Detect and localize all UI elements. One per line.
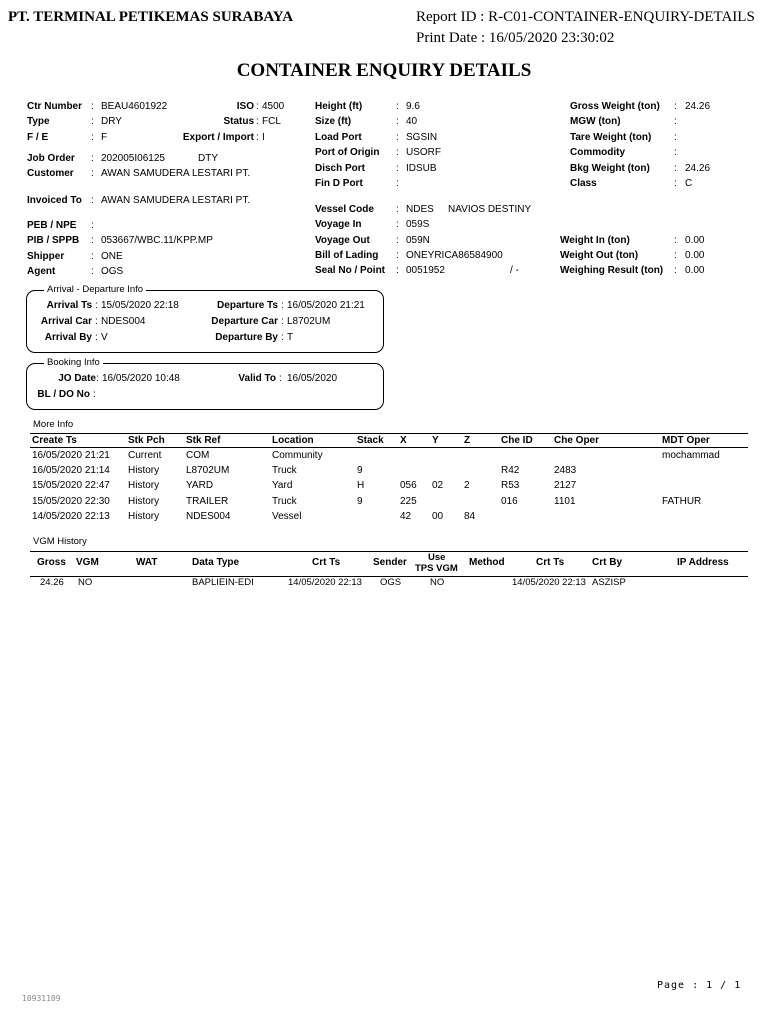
table-cell: 9 <box>357 495 363 507</box>
value-shipper: ONE <box>101 251 123 262</box>
document-id: 10931109 <box>22 994 61 1003</box>
value-iso: 4500 <box>262 101 285 112</box>
colon-voyage-out: : <box>396 235 399 246</box>
label-port-of-origin: Port of Origin <box>315 147 380 158</box>
colon-voyage-in: : <box>396 219 399 230</box>
table-cell: 016 <box>501 495 518 507</box>
print-date: Print Date : 16/05/2020 23:30:02 <box>416 30 615 46</box>
table-cell: 84 <box>464 510 476 522</box>
colon-departure-by: : <box>281 332 284 343</box>
value-disch-port: IDSUB <box>406 163 437 174</box>
value-type: DRY <box>101 116 122 127</box>
value-departure-ts: 16/05/2020 21:21 <box>287 300 365 311</box>
table-cell: OGS <box>380 577 402 588</box>
value-ctr-number: BEAU4601922 <box>101 101 168 112</box>
col-header-mdt-oper: MDT Oper <box>662 435 710 446</box>
label-bill-of-lading: Bill of Lading <box>315 250 379 261</box>
colon-fin-d-port: : <box>396 178 399 189</box>
label-job-order: Job Order <box>27 153 75 164</box>
col-header-vgm: VGM <box>76 557 99 568</box>
value-size-ft: 40 <box>406 116 418 127</box>
colon-weight-in-ton: : <box>674 235 677 246</box>
table-cell: mochammad <box>662 450 720 461</box>
jo-date-label: JO Date <box>58 373 96 384</box>
colon-gross-weight-ton: : <box>674 101 677 112</box>
table-cell: 056 <box>400 480 417 492</box>
table-cell: BAPLIEIN-EDI <box>192 577 254 588</box>
table-cell: 2 <box>464 480 470 492</box>
colon-shipper: : <box>91 251 94 262</box>
value-bkg-weight-ton: 24.26 <box>685 163 711 174</box>
colon-agent: : <box>91 266 94 277</box>
table-cell: TRAILER <box>186 495 229 507</box>
table-cell: 42 <box>400 510 412 522</box>
booking-legend: Booking Info <box>44 357 103 368</box>
colon-tare-weight-ton: : <box>674 132 677 143</box>
label-size-ft: Size (ft) <box>315 116 352 127</box>
table-cell: 02 <box>432 480 444 492</box>
table-cell: 00 <box>432 510 444 522</box>
table-cell: NO <box>430 577 445 588</box>
col-header-sender: Sender <box>373 557 407 568</box>
label-f-e: F / E <box>27 132 49 143</box>
table-cell: 9 <box>357 465 363 477</box>
value-departure-by: T <box>287 332 294 343</box>
colon-mgw-ton: : <box>674 116 677 127</box>
label-export-import: Export / Import <box>182 132 254 143</box>
extra-seal-no-point: / - <box>510 265 519 276</box>
col-header-location: Location <box>272 435 314 446</box>
more-info-top-rule <box>30 433 748 434</box>
label-arrival-by: Arrival By <box>44 332 92 343</box>
vgm-top-rule <box>30 551 748 552</box>
arrival-departure-legend: Arrival - Departure Info <box>44 284 146 295</box>
table-cell: 15/05/2020 22:30 <box>32 495 110 507</box>
more-info-header-rule <box>30 447 748 448</box>
extra-job-order: DTY <box>198 153 218 164</box>
booking-box <box>26 363 384 410</box>
table-cell: 14/05/2020 22:13 <box>32 510 110 522</box>
col-header-tps-vgm: TPS VGM <box>415 563 458 574</box>
colon-arrival-ts: : <box>95 300 98 311</box>
extra-vessel-code: NAVIOS DESTINY <box>448 204 532 215</box>
label-ctr-number: Ctr Number <box>27 101 83 112</box>
label-voyage-out: Voyage Out <box>315 235 370 246</box>
colon-port-of-origin: : <box>396 147 399 158</box>
label-voyage-in: Voyage In <box>315 219 362 230</box>
value-port-of-origin: USORF <box>406 147 441 158</box>
col-header-y: Y <box>432 435 439 446</box>
table-cell: 15/05/2020 22:47 <box>32 480 110 492</box>
bl-do-colon: : <box>93 389 96 400</box>
value-status: FCL <box>262 116 281 127</box>
value-weight-in-ton: 0.00 <box>685 235 705 246</box>
value-f-e: F <box>101 132 108 143</box>
table-cell: Vessel <box>272 510 302 522</box>
table-cell: History <box>128 510 160 522</box>
table-cell: 2127 <box>554 480 577 492</box>
colon-status: : <box>256 116 259 127</box>
table-cell: 14/05/2020 22:13 <box>512 577 586 588</box>
colon-type: : <box>91 116 94 127</box>
label-weight-out-ton: Weight Out (ton) <box>560 250 639 261</box>
jo-date-colon: : <box>96 373 99 384</box>
label-load-port: Load Port <box>315 132 362 143</box>
value-invoiced-to: AWAN SAMUDERA LESTARI PT. <box>101 195 251 206</box>
table-cell: 14/05/2020 22:13 <box>288 577 362 588</box>
label-departure-car: Departure Car <box>211 316 278 327</box>
col-header-crt-by: Crt By <box>592 557 623 568</box>
table-cell: 1101 <box>554 495 576 507</box>
value-load-port: SGSIN <box>406 132 438 143</box>
col-header-stack: Stack <box>357 435 384 446</box>
table-cell: NO <box>78 577 93 588</box>
col-header-z: Z <box>464 435 471 446</box>
label-peb-npe: PEB / NPE <box>27 220 77 231</box>
colon-export-import: : <box>256 132 259 143</box>
label-disch-port: Disch Port <box>315 163 366 174</box>
colon-job-order: : <box>91 153 94 164</box>
colon-departure-car: : <box>281 316 284 327</box>
label-commodity: Commodity <box>570 147 625 158</box>
label-customer: Customer <box>27 168 74 179</box>
bl-do-label: BL / DO No <box>37 389 90 400</box>
table-cell: ASZISP <box>592 577 626 588</box>
value-gross-weight-ton: 24.26 <box>685 101 711 112</box>
colon-load-port: : <box>396 132 399 143</box>
label-weight-in-ton: Weight In (ton) <box>560 235 630 246</box>
table-cell: 16/05/2020 21:21 <box>32 450 110 461</box>
label-mgw-ton: MGW (ton) <box>570 116 621 127</box>
value-voyage-out: 059N <box>406 235 430 246</box>
value-pib-sppb: 053667/WBC.11/KPP.MP <box>101 235 213 246</box>
company-name: PT. TERMINAL PETIKEMAS SURABAYA <box>8 9 294 25</box>
colon-weighing-result-ton: : <box>674 265 677 276</box>
jo-date-value: 16/05/2020 10:48 <box>102 373 180 384</box>
value-departure-car: L8702UM <box>287 316 331 327</box>
colon-height-ft: : <box>396 101 399 112</box>
col-header-wat: WAT <box>136 557 158 568</box>
value-arrival-ts: 15/05/2020 22:18 <box>101 300 179 311</box>
value-customer: AWAN SAMUDERA LESTARI PT. <box>101 168 251 179</box>
table-cell: History <box>128 495 160 507</box>
table-cell: NDES004 <box>186 510 231 522</box>
table-cell: Yard <box>272 480 293 492</box>
label-fin-d-port: Fin D Port <box>315 178 363 189</box>
label-height-ft: Height (ft) <box>315 101 363 112</box>
colon-peb-npe: : <box>91 220 94 231</box>
page-title: CONTAINER ENQUIRY DETAILS <box>236 60 532 81</box>
value-class: C <box>685 178 693 189</box>
colon-weight-out-ton: : <box>674 250 677 261</box>
label-status: Status <box>223 116 254 127</box>
value-weighing-result-ton: 0.00 <box>685 265 705 276</box>
table-cell: 225 <box>400 495 417 507</box>
colon-commodity: : <box>674 147 677 158</box>
col-header-data-type: Data Type <box>192 557 240 568</box>
table-cell: L8702UM <box>186 465 230 477</box>
label-weighing-result-ton: Weighing Result (ton) <box>560 265 664 276</box>
colon-f-e: : <box>91 132 94 143</box>
label-seal-no-point: Seal No / Point <box>315 265 386 276</box>
table-cell: History <box>128 465 160 477</box>
col-header-use: Use <box>428 552 446 563</box>
label-iso: ISO <box>236 101 254 112</box>
colon-disch-port: : <box>396 163 399 174</box>
col-header-stk-pch: Stk Pch <box>128 435 165 446</box>
label-arrival-ts: Arrival Ts <box>46 300 92 311</box>
value-weight-out-ton: 0.00 <box>685 250 705 261</box>
label-vessel-code: Vessel Code <box>315 204 374 215</box>
table-cell: COM <box>186 450 210 461</box>
table-cell: R42 <box>501 465 520 477</box>
table-cell: H <box>357 480 365 492</box>
colon-vessel-code: : <box>396 204 399 215</box>
page-number: Page : 1 / 1 <box>657 980 742 991</box>
colon-class: : <box>674 178 677 189</box>
table-cell: 2483 <box>554 465 577 477</box>
value-bill-of-lading: ONEYRICA86584900 <box>406 250 503 261</box>
value-export-import: I <box>262 132 265 143</box>
label-class: Class <box>570 178 597 189</box>
colon-arrival-car: : <box>95 316 98 327</box>
value-job-order: 202005I06125 <box>101 153 165 164</box>
valid-to-label: Valid To <box>238 373 276 384</box>
col-header-che-oper: Che Oper <box>554 435 600 446</box>
label-agent: Agent <box>27 266 56 277</box>
table-cell: R53 <box>501 480 520 492</box>
report-id: Report ID : R-C01-CONTAINER-ENQUIRY-DETAILS <box>416 9 755 25</box>
table-cell: YARD <box>186 480 214 492</box>
value-vessel-code: NDES <box>406 204 434 215</box>
label-departure-by: Departure By <box>215 332 278 343</box>
table-cell: Current <box>128 450 162 461</box>
value-height-ft: 9.6 <box>406 101 420 112</box>
valid-to-colon: : <box>279 373 282 384</box>
label-type: Type <box>27 116 50 127</box>
col-header-ip-address: IP Address <box>677 557 729 568</box>
value-arrival-car: NDES004 <box>101 316 146 327</box>
label-arrival-car: Arrival Car <box>40 316 92 327</box>
colon-customer: : <box>91 168 94 179</box>
colon-ctr-number: : <box>91 101 94 112</box>
table-cell: Truck <box>272 495 297 507</box>
colon-size-ft: : <box>396 116 399 127</box>
valid-to-value: 16/05/2020 <box>287 373 338 384</box>
more-info-title: More Info <box>33 419 74 430</box>
value-agent: OGS <box>101 266 124 277</box>
table-cell: 16/05/2020 21:14 <box>32 465 110 477</box>
label-departure-ts: Departure Ts <box>217 300 278 311</box>
value-voyage-in: 059S <box>406 219 430 230</box>
col-header-gross: Gross <box>37 557 66 568</box>
vgm-history-title: VGM History <box>33 536 87 547</box>
colon-bill-of-lading: : <box>396 250 399 261</box>
value-arrival-by: V <box>101 332 108 343</box>
label-gross-weight-ton: Gross Weight (ton) <box>570 101 660 112</box>
table-cell: Truck <box>272 465 297 477</box>
colon-departure-ts: : <box>281 300 284 311</box>
col-header-stk-ref: Stk Ref <box>186 435 221 446</box>
col-header-che-id: Che ID <box>501 435 533 446</box>
table-cell: FATHUR <box>662 495 702 507</box>
label-invoiced-to: Invoiced To <box>27 195 82 206</box>
col-header-crt-ts: Crt Ts <box>536 557 565 568</box>
table-cell: Community <box>272 450 323 461</box>
colon-seal-no-point: : <box>396 265 399 276</box>
colon-invoiced-to: : <box>91 195 94 206</box>
colon-arrival-by: : <box>95 332 98 343</box>
table-cell: History <box>128 480 160 492</box>
col-header-create-ts: Create Ts <box>32 435 77 446</box>
col-header-x: X <box>400 435 407 446</box>
col-header-method: Method <box>469 557 505 568</box>
colon-pib-sppb: : <box>91 235 94 246</box>
label-tare-weight-ton: Tare Weight (ton) <box>570 132 652 143</box>
colon-iso: : <box>256 101 259 112</box>
colon-bkg-weight-ton: : <box>674 163 677 174</box>
table-cell: 24.26 <box>40 577 64 588</box>
col-header-crt-ts: Crt Ts <box>312 557 341 568</box>
label-shipper: Shipper <box>27 251 65 262</box>
value-seal-no-point: 0051952 <box>406 265 445 276</box>
label-bkg-weight-ton: Bkg Weight (ton) <box>570 163 650 174</box>
label-pib-sppb: PIB / SPPB <box>27 235 80 246</box>
